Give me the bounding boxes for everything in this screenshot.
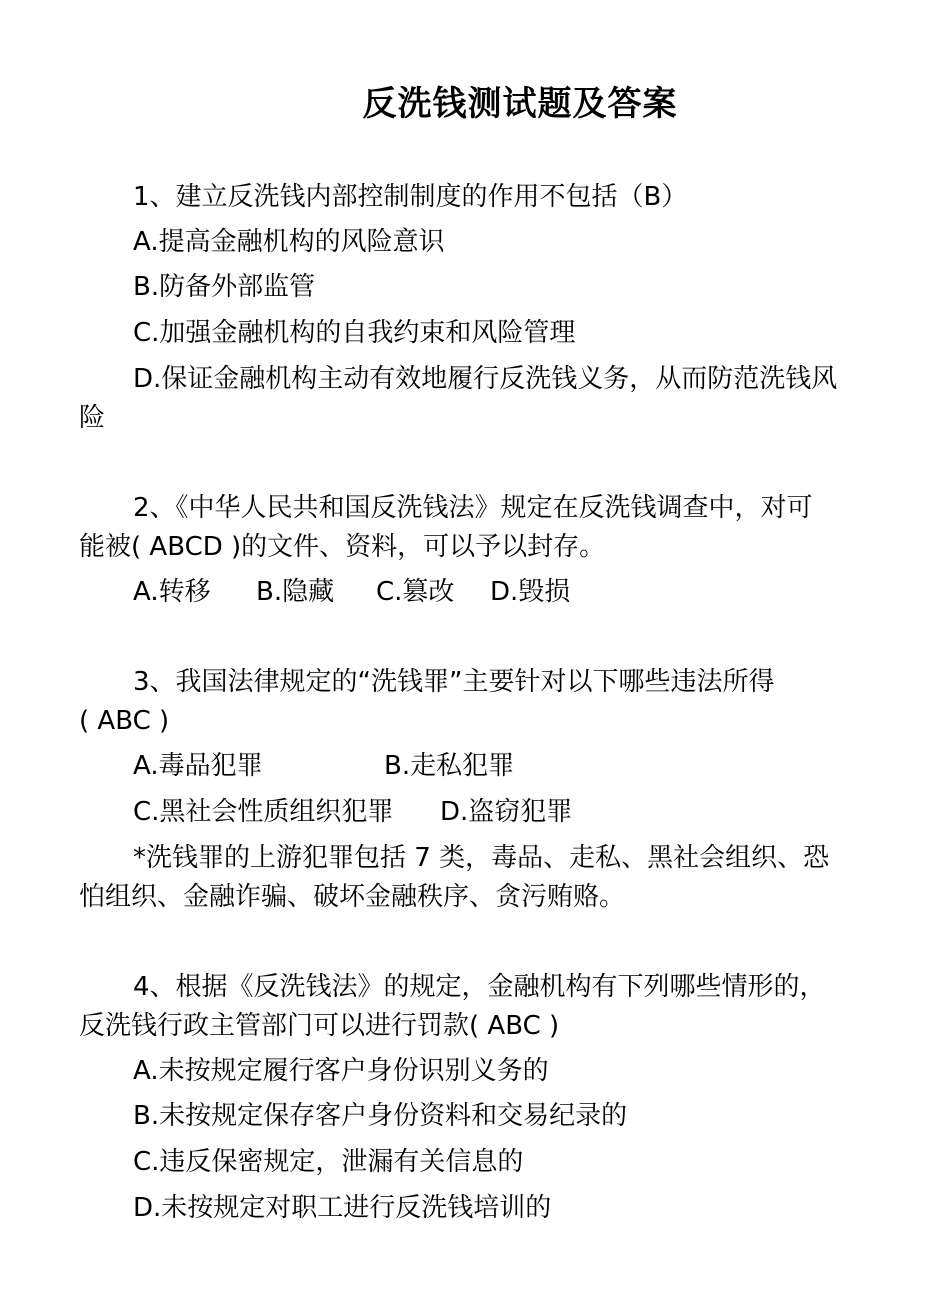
- question-1-option-d-continued: 险: [79, 403, 106, 433]
- page-title: 反洗钱测试题及答案: [362, 84, 678, 124]
- question-4-option-a: A.未按规定履行客户身份识别义务的: [133, 1056, 549, 1086]
- question-3-options-row-2: [133, 794, 653, 830]
- question-3-note-line-2: 怕组织、金融诈骗、破坏金融秩序、贪污贿赂。: [79, 882, 626, 912]
- question-3-option-d: D.盗窃犯罪: [440, 797, 573, 827]
- question-2-stem-line-2: 能被( ABCD )的文件、资料，可以予以封存。: [79, 532, 606, 562]
- question-2-options-row: [133, 574, 633, 610]
- question-3-option-c: C.黑社会性质组织犯罪: [133, 797, 394, 827]
- question-3-note-line-1: *洗钱罪的上游犯罪包括 7 类，毒品、走私、黑社会组织、恐: [133, 843, 830, 873]
- question-3-option-a: A.毒品犯罪: [133, 751, 263, 781]
- question-2-stem-line-1: 2、《中华人民共和国反洗钱法》规定在反洗钱调查中，对可: [133, 493, 813, 523]
- question-4-option-b: B.未按规定保存客户身份资料和交易纪录的: [133, 1101, 628, 1131]
- question-1-option-a: A.提高金融机构的风险意识: [133, 227, 445, 257]
- question-1-option-b: B.防备外部监管: [133, 272, 316, 302]
- question-4-stem-line-2: 反洗钱行政主管部门可以进行罚款( ABC ): [79, 1011, 560, 1041]
- question-4-stem-line-1: 4、根据《反洗钱法》的规定，金融机构有下列哪些情形的，: [133, 972, 826, 1002]
- question-1-option-c: C.加强金融机构的自我约束和风险管理: [133, 318, 576, 348]
- question-4-option-c: C.违反保密规定，泄漏有关信息的: [133, 1147, 524, 1177]
- question-3-stem-line-1: 3、我国法律规定的“洗钱罪”主要针对以下哪些违法所得: [133, 667, 775, 697]
- question-2-option-c: C.篡改: [376, 577, 455, 607]
- question-1-option-d: D.保证金融机构主动有效地履行反洗钱义务，从而防范洗钱风: [133, 364, 838, 394]
- question-2-option-d: D.毁损: [490, 577, 571, 607]
- question-1-stem: 1、建立反洗钱内部控制制度的作用不包括（B）: [133, 182, 688, 212]
- question-2-option-a: A.转移: [133, 577, 211, 607]
- question-2-option-b: B.隐藏: [256, 577, 335, 607]
- question-3-stem-line-2: ( ABC ): [79, 706, 170, 736]
- question-3-options-row-1: [133, 748, 633, 784]
- question-3-option-b: B.走私犯罪: [384, 751, 515, 781]
- question-4-option-d: D.未按规定对职工进行反洗钱培训的: [133, 1193, 552, 1223]
